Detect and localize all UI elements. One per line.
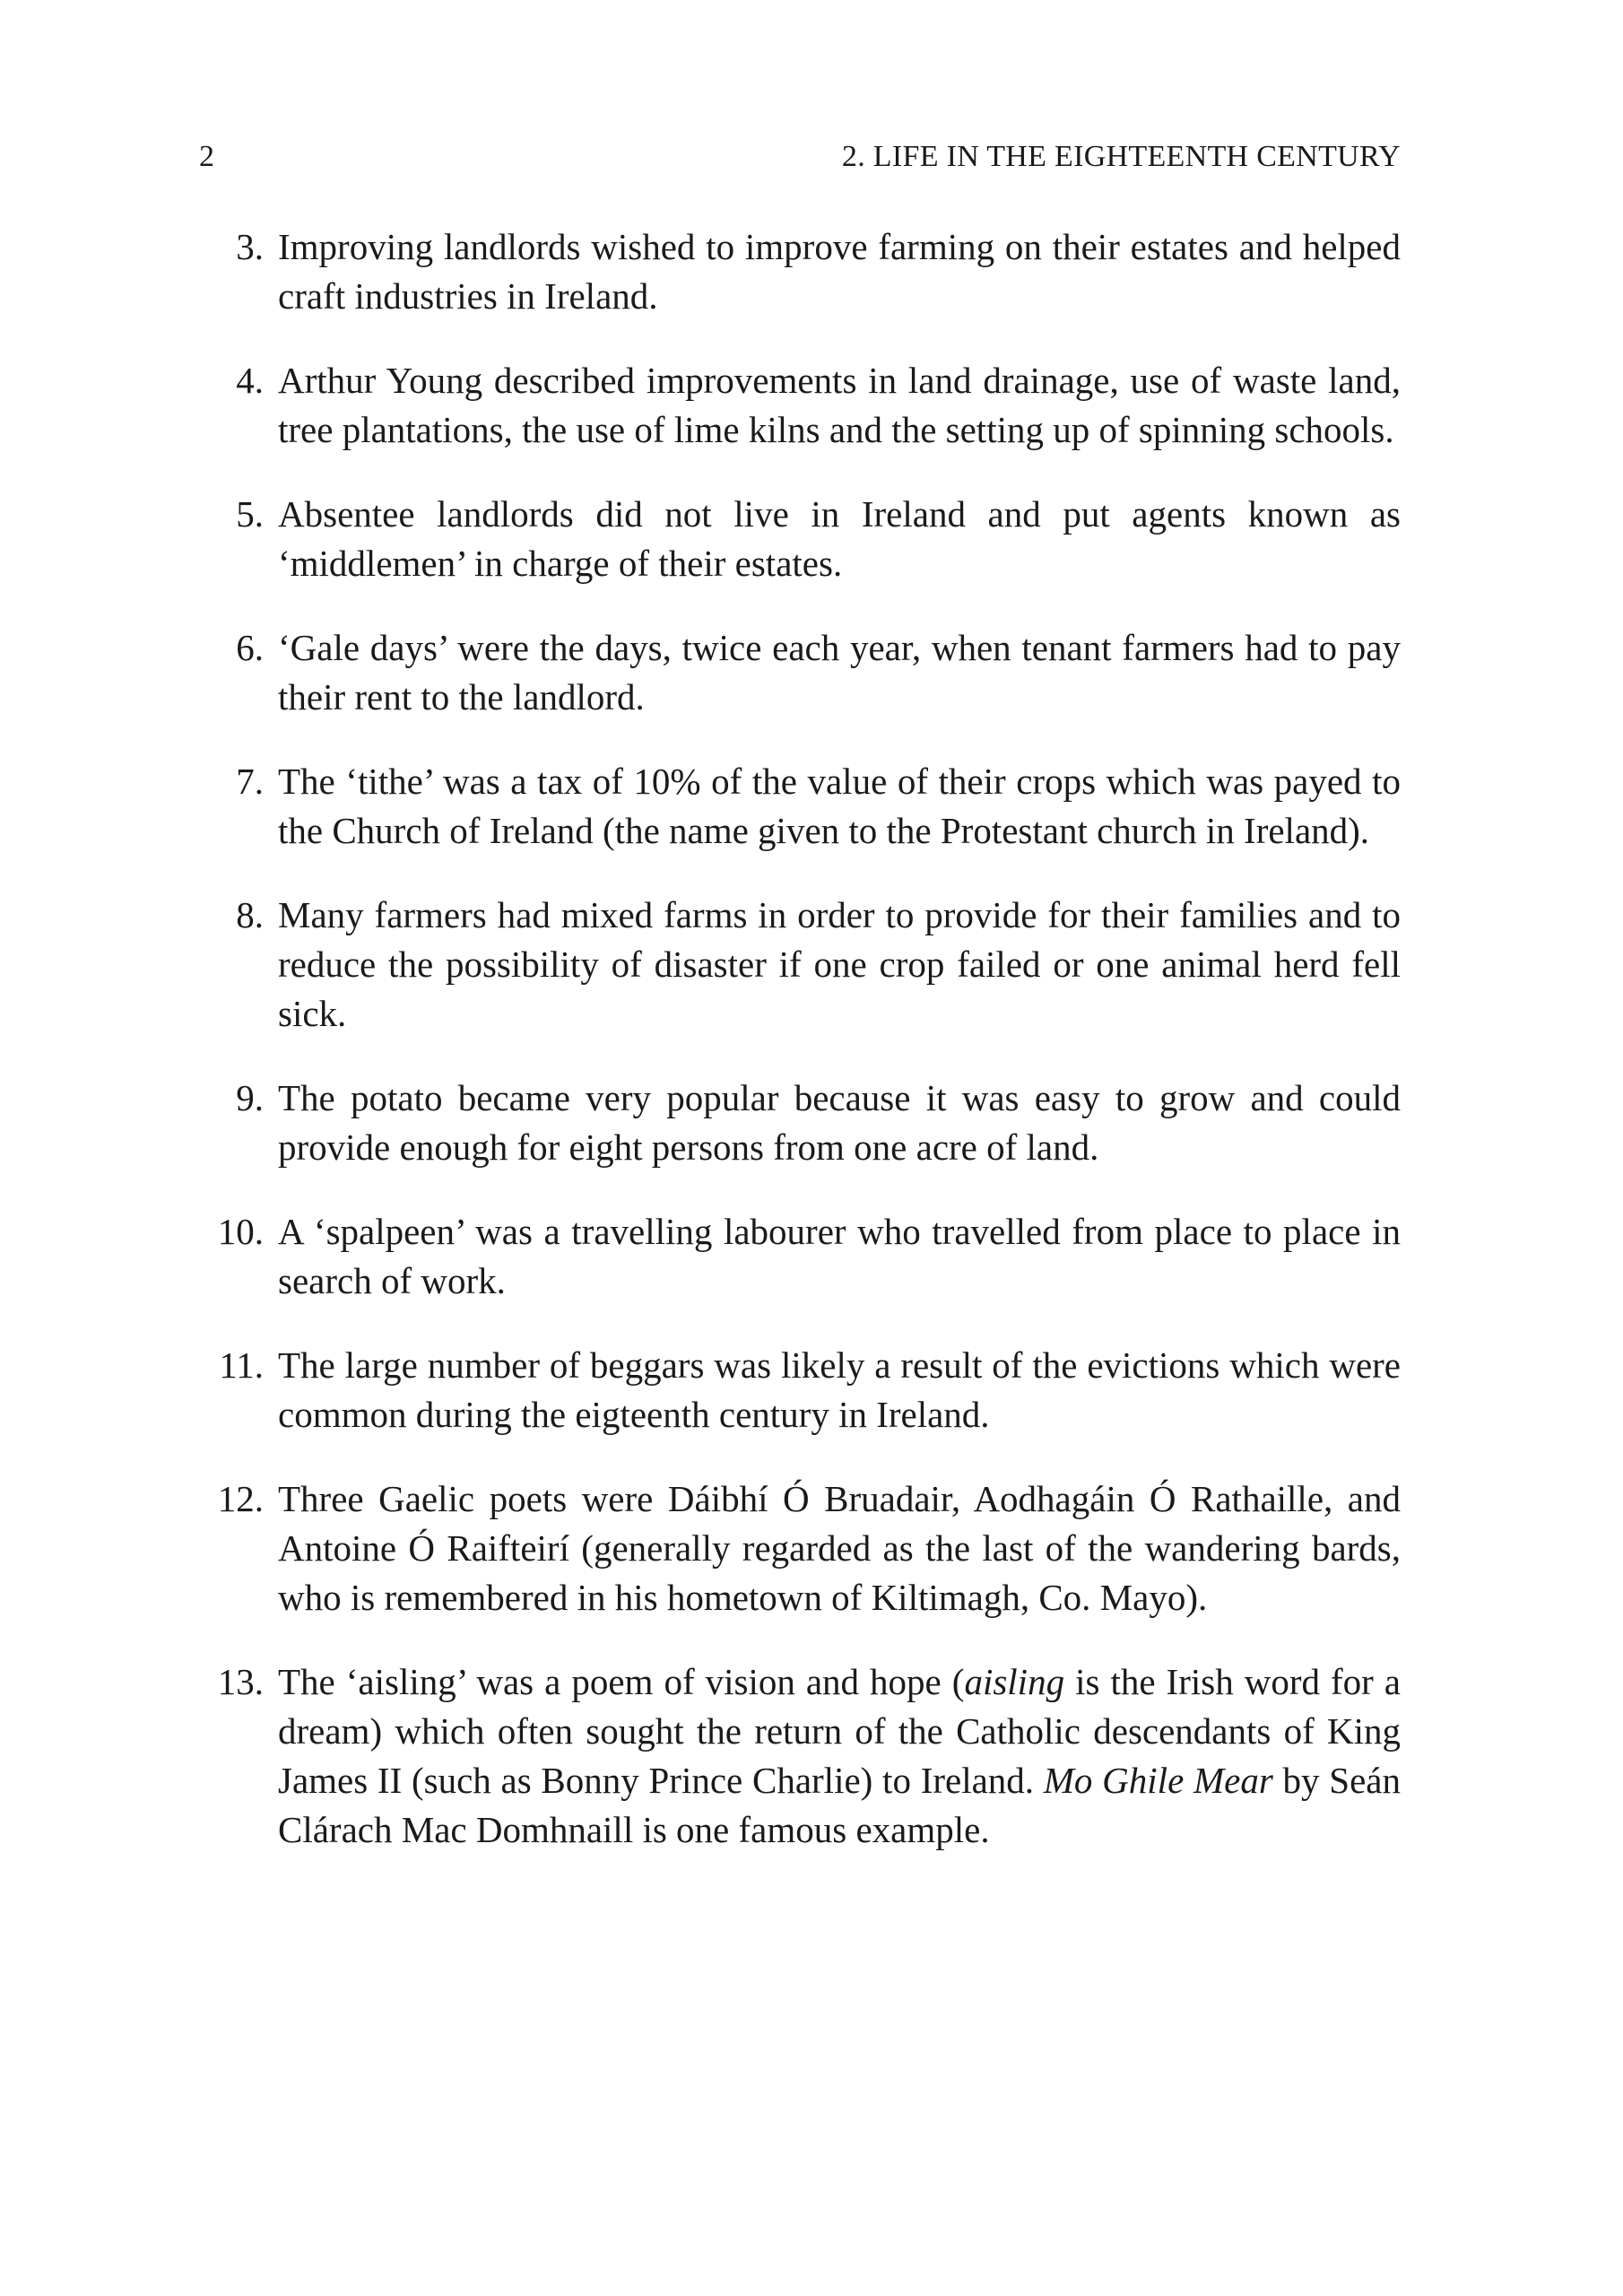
page-number: 2 bbox=[199, 140, 214, 173]
item-number: 9. bbox=[236, 1077, 264, 1118]
list-item bbox=[199, 1074, 1401, 1172]
running-header bbox=[199, 135, 1401, 179]
item-number: 4. bbox=[236, 360, 264, 401]
running-title: 2. LIFE IN THE EIGHTEENTH CENTURY bbox=[841, 140, 1401, 173]
italic-text: aisling bbox=[964, 1661, 1065, 1702]
list-item bbox=[199, 891, 1401, 1039]
list-item bbox=[199, 1207, 1401, 1306]
item-number: 5. bbox=[236, 493, 264, 535]
item-text: Absentee landlords did not live in Ireland and put agents known as ‘middlemen’ in charge of their estates. bbox=[278, 493, 1401, 584]
item-text: The potato became very popular because it was easy to grow and could provide enough for eight persons from one acre of land. bbox=[278, 1077, 1401, 1168]
list-item bbox=[199, 1474, 1401, 1622]
item-text: Three Gaelic poets were Dáibhí Ó Bruadair, Aodhagáin Ó Rathaille, and Antoine Ó Raifteirí (generally regarded as the last of the wandering bards, who is remembered in his hometown of Kiltimagh, Co. Mayo). bbox=[278, 1478, 1401, 1618]
item-text bbox=[278, 1657, 1401, 1855]
item-text: Many farmers had mixed farms in order to provide for their families and to reduce the possibility of disaster if one crop failed or one animal herd fell sick. bbox=[278, 894, 1401, 1034]
list-item bbox=[199, 356, 1401, 455]
item-number: 8. bbox=[236, 894, 264, 935]
numbered-list bbox=[199, 222, 1401, 1890]
item-number: 13. bbox=[217, 1661, 264, 1702]
italic-text: Mo Ghile Mear bbox=[1043, 1760, 1273, 1801]
text-run: is the Irish word for a dream) which often sought the return of the Catholic descendants of King James II (such as Bonny Prince Charlie) to Ireland. bbox=[278, 1661, 1402, 1801]
list-item bbox=[199, 757, 1401, 856]
item-text: Arthur Young described improvements in land drainage, use of waste land, tree plantations, the use of lime kilns and the setting up of spinning schools. bbox=[278, 360, 1401, 450]
item-number: 6. bbox=[236, 627, 264, 668]
item-text: ‘Gale days’ were the days, twice each year, when tenant farmers had to pay their rent to the landlord. bbox=[278, 627, 1401, 718]
item-number: 3. bbox=[236, 226, 264, 267]
item-text: Improving landlords wished to improve farming on their estates and helped craft industries in Ireland. bbox=[278, 226, 1401, 317]
list-item bbox=[199, 623, 1401, 722]
item-number: 7. bbox=[236, 761, 264, 802]
text-run: The ‘aisling’ was a poem of vision and hope ( bbox=[278, 1661, 965, 1702]
item-number: 11. bbox=[219, 1344, 264, 1386]
item-number: 12. bbox=[217, 1478, 264, 1519]
list-item bbox=[199, 490, 1401, 588]
text-run: by Seán Clárach Mac Domhnaill is one famous example. bbox=[278, 1760, 1401, 1850]
list-item bbox=[199, 222, 1401, 321]
item-text: A ‘spalpeen’ was a travelling labourer who travelled from place to place in search of work. bbox=[278, 1211, 1401, 1301]
item-number: 10. bbox=[217, 1211, 264, 1252]
item-text: The ‘tithe’ was a tax of 10% of the value of their crops which was payed to the Church of Ireland (the name given to the Protestant church in Ireland). bbox=[278, 761, 1401, 851]
list-item bbox=[199, 1657, 1401, 1855]
item-text: The large number of beggars was likely a result of the evictions which were common during the eigteenth century in Ireland. bbox=[278, 1344, 1401, 1435]
list-item bbox=[199, 1341, 1401, 1439]
